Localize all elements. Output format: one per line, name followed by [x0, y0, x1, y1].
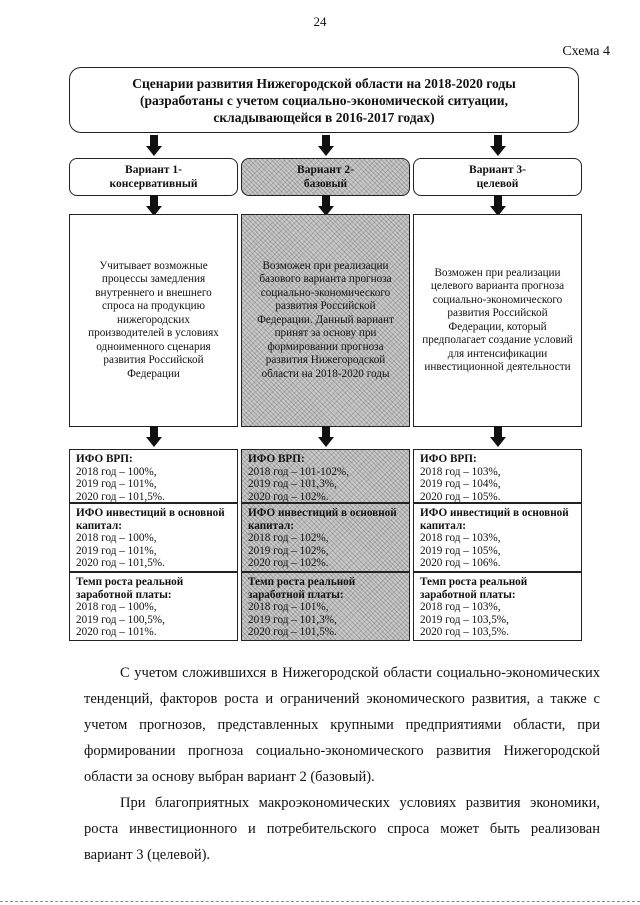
variant-2-box	[241, 158, 410, 196]
variant-2-name-line-1: Вариант 2-	[297, 164, 354, 176]
variant-1-metric-grp	[69, 449, 238, 503]
title-line-1: Сценарии развития Нижегородской области на 2018-2020 годы	[132, 75, 516, 91]
metric-value: 2020 год – 105%.	[420, 490, 501, 503]
metric-value: 2019 год – 100,5%,	[76, 613, 165, 626]
metric-value: 2018 год – 101%,	[248, 601, 329, 613]
variant-1-name-line-1: Вариант 1-	[125, 164, 182, 176]
arrow-down-icon	[490, 426, 506, 448]
arrow-down-icon	[146, 135, 162, 157]
metric-value: 2020 год – 102%.	[248, 557, 329, 569]
variant-3-name-line-2: целевой	[476, 178, 519, 190]
metric-title: ИФО инвестиций в основной капитал:	[76, 507, 225, 532]
metric-title: Темп роста реальной заработной платы:	[76, 576, 184, 601]
page-number: 24	[313, 14, 327, 29]
metric-value: 2019 год – 102%,	[248, 544, 329, 557]
metric-value: 2020 год – 101,5%.	[248, 626, 337, 638]
body-paragraph-2: При благоприятных макроэкономических условиях развития экономики, роста инвестиционного и потребительского спроса может быть реализован вариант 3 (целевой).	[84, 795, 600, 863]
metric-value: 2019 год – 101,3%,	[248, 478, 337, 490]
variant-2-metric-investment	[241, 503, 410, 572]
metric-title: ИФО ВРП:	[248, 453, 305, 465]
metric-value: 2019 год – 101%,	[76, 544, 157, 557]
metric-value: 2018 год – 100%,	[76, 532, 157, 544]
arrow-down-icon	[318, 426, 334, 448]
variant-3-description-text: Возможен при реализации целевого варианта прогноза социально-экономического развития Российской Федерации, который предполагает создание условий для интенсификации инвестиционной деятельности	[422, 266, 573, 373]
metric-value: 2018 год – 103%,	[420, 465, 501, 478]
variant-3-description	[413, 214, 582, 427]
metric-value: 2020 год – 101%.	[76, 626, 157, 638]
arrow-down-icon	[318, 135, 334, 157]
variant-1-box	[69, 158, 238, 196]
variant-2-description	[241, 214, 410, 427]
variant-1-metric-investment	[69, 503, 238, 572]
variant-1-description	[69, 214, 238, 427]
page-bottom-edge	[0, 901, 640, 902]
variant-3-metric-investment	[413, 503, 582, 572]
metric-title: ИФО инвестиций в основной капитал:	[248, 507, 397, 532]
metric-value: 2018 год – 103%,	[420, 601, 501, 613]
metric-value: 2020 год – 102%.	[248, 490, 329, 503]
variant-1-metric-wage	[69, 572, 238, 641]
metric-value: 2019 год – 104%,	[420, 478, 501, 490]
metric-value: 2020 год – 101,5%.	[76, 490, 165, 503]
scenario-title-box	[69, 67, 579, 133]
metric-value: 2018 год – 103%,	[420, 532, 501, 544]
variant-3-box	[413, 158, 582, 196]
variant-3-metric-grp	[413, 449, 582, 503]
metric-title: Темп роста реальной заработной платы:	[248, 576, 356, 601]
arrow-down-icon	[146, 426, 162, 448]
metric-title: ИФО инвестиций в основной капитал:	[420, 507, 569, 532]
variant-3-metric-wage	[413, 572, 582, 641]
variant-1-description-text: Учитывает возможные процессы замедления внутреннего и внешнего спроса на продукцию нижегородских производителей в условиях одноименного сценария развития Российской Федерации	[88, 259, 219, 380]
variant-2-name-line-2: базовый	[303, 178, 348, 190]
metric-value: 2019 год – 103,5%,	[420, 613, 509, 626]
title-line-2: (разработаны с учетом социально-экономической ситуации,	[140, 92, 508, 108]
schema-label: Схема 4	[562, 44, 610, 59]
title-line-3: складывающейся в 2016-2017 годах)	[213, 109, 435, 125]
metric-value: 2019 год – 105%,	[420, 544, 501, 557]
metric-value: 2020 год – 101,5%.	[76, 557, 165, 569]
metric-title: ИФО ВРП:	[76, 453, 133, 465]
body-paragraph-1: С учетом сложившихся в Нижегородской области социально-экономических тенденций, факторов роста и ограничений экономического развития, а также с учетом прогнозов, представленных крупными предприятиями области, при формировании прогноза социально-экономического развития Нижегородской области за основу выбран вариант 2 (базовый).	[84, 665, 600, 785]
metric-value: 2018 год – 102%,	[248, 532, 329, 544]
variant-2-metric-wage	[241, 572, 410, 641]
metric-value: 2019 год – 101,3%,	[248, 613, 337, 626]
metric-title: ИФО ВРП:	[420, 453, 477, 465]
variant-2-metric-grp	[241, 449, 410, 503]
arrow-down-icon	[490, 135, 506, 157]
variant-3-name-line-1: Вариант 3-	[469, 164, 526, 176]
metric-value: 2018 год – 100%,	[76, 601, 157, 613]
metric-value: 2018 год – 101-102%,	[248, 465, 350, 478]
variant-1-name-line-2: консервативный	[109, 178, 198, 190]
variant-2-description-text: Возможен при реализации базового варианта прогноза социально-экономического развития Российской Федерации. Данный вариант принят за основу при формировании прогноза развития Нижегородской области на 2018-2020 годы	[257, 259, 394, 380]
metric-title: Темп роста реальной заработной платы:	[420, 576, 528, 601]
metric-value: 2020 год – 103,5%.	[420, 626, 509, 638]
metric-value: 2018 год – 100%,	[76, 465, 157, 478]
metric-value: 2020 год – 106%.	[420, 557, 501, 569]
metric-value: 2019 год – 101%,	[76, 478, 157, 490]
